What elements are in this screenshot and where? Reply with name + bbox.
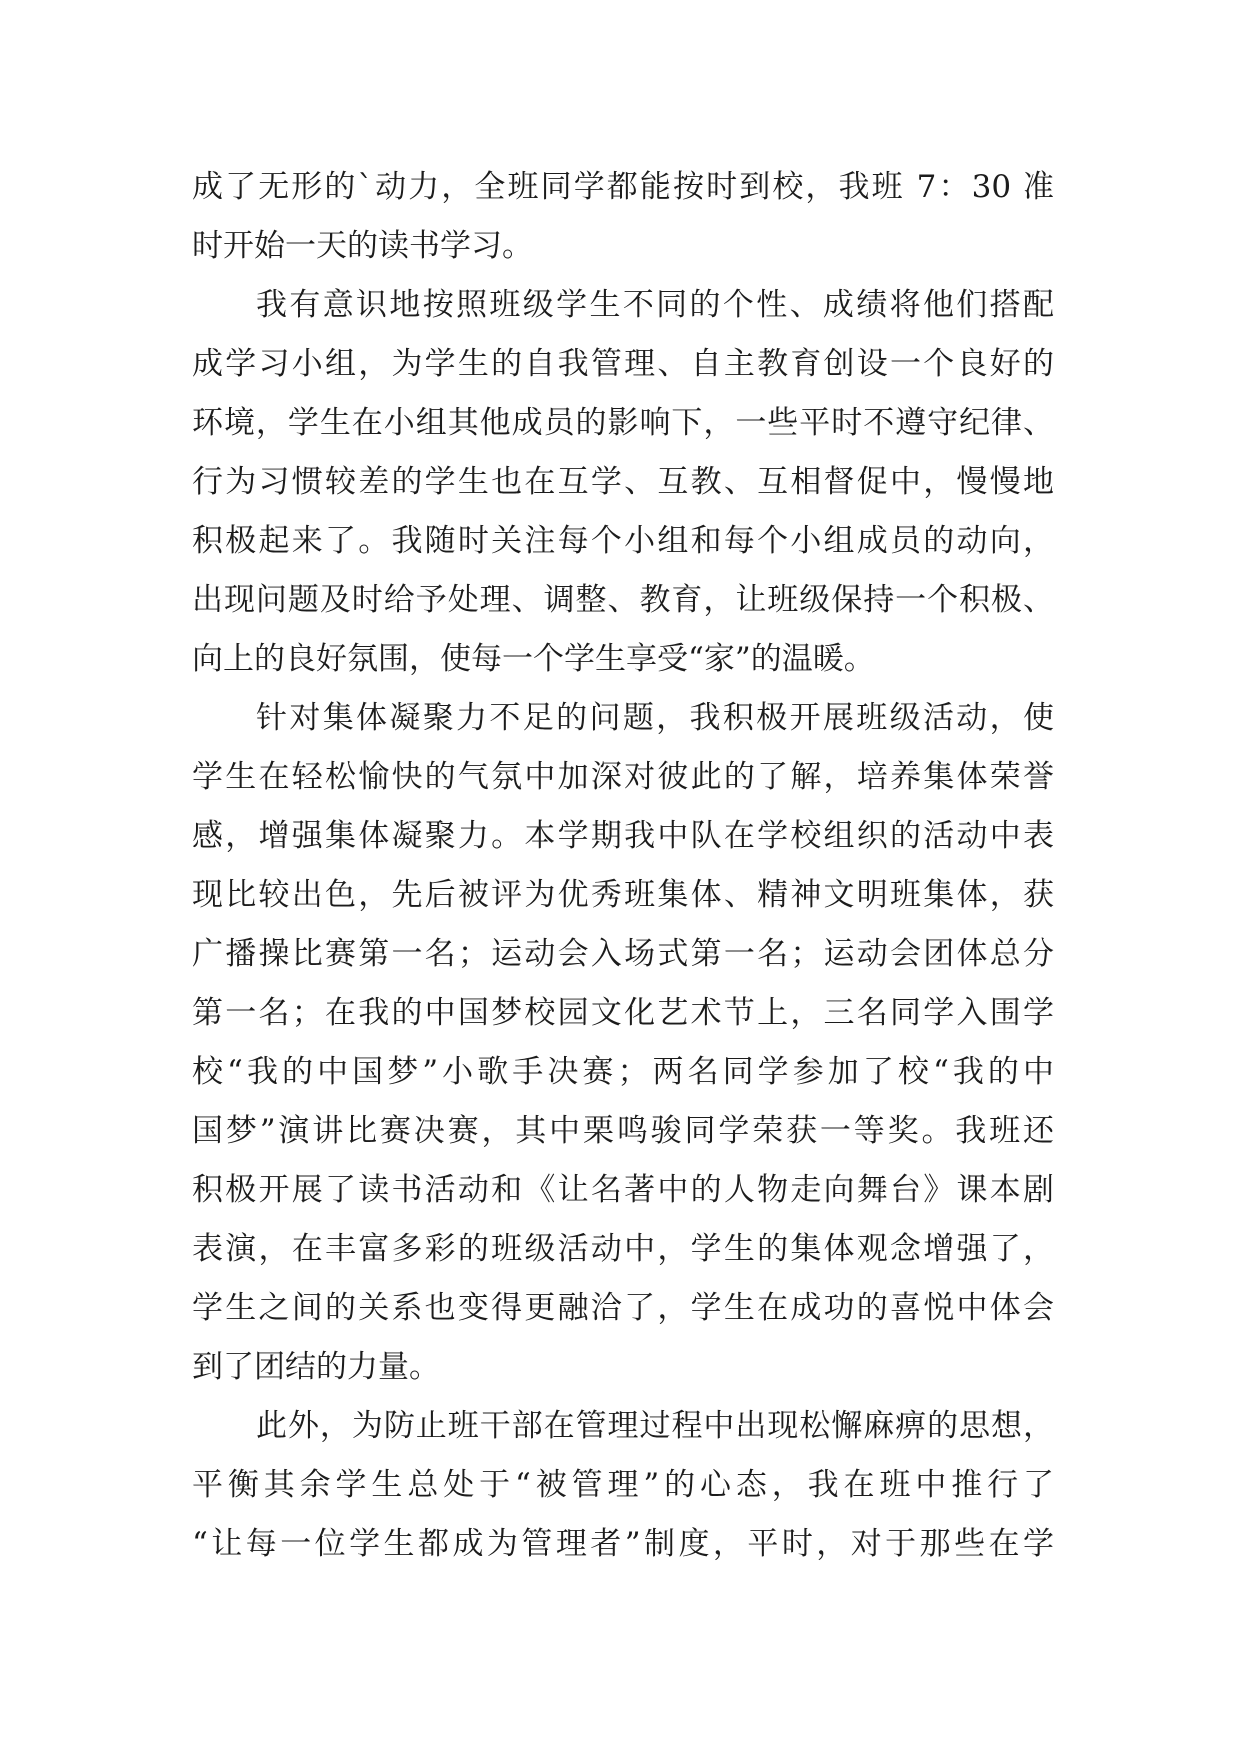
- paragraph-3: [192, 689, 1054, 1397]
- text-line: 向上的良好氛围，使每一个学生享受“家”的温暖。: [192, 641, 875, 677]
- text-line: 我有意识地按照班级学生不同的个性、成绩将他们搭配: [256, 287, 1054, 323]
- text-line: 针对集体凝聚力不足的问题，我积极开展班级活动，使: [256, 700, 1054, 736]
- text-line: 学生之间的关系也变得更融洽了，学生在成功的喜悦中体会: [192, 1290, 1054, 1326]
- text-line: 校“我的中国梦”小歌手决赛；两名同学参加了校“我的中: [192, 1054, 1054, 1090]
- text-line: 感，增强集体凝聚力。本学期我中队在学校组织的活动中表: [192, 818, 1054, 854]
- text-line: 国梦”演讲比赛决赛，其中栗鸣骏同学荣获一等奖。我班还: [192, 1113, 1054, 1149]
- text-line: 行为习惯较差的学生也在互学、互教、互相督促中，慢慢地: [192, 464, 1054, 500]
- text-line: 积极开展了读书活动和《让名著中的人物走向舞台》课本剧: [192, 1172, 1054, 1208]
- text-line: 第一名；在我的中国梦校园文化艺术节上，三名同学入围学: [192, 995, 1054, 1031]
- text-line: 现比较出色，先后被评为优秀班集体、精神文明班集体，获: [192, 877, 1054, 913]
- text-line: 成学习小组，为学生的自我管理、自主教育创设一个良好的: [192, 346, 1054, 382]
- text-line: 环境，学生在小组其他成员的影响下，一些平时不遵守纪律、: [192, 405, 1054, 441]
- text-line: 平衡其余学生总处于“被管理”的心态，我在班中推行了: [192, 1467, 1054, 1503]
- text-line: 积极起来了。我随时关注每个小组和每个小组成员的动向，: [192, 523, 1054, 559]
- text-line: 学生在轻松愉快的气氛中加深对彼此的了解，培养集体荣誉: [192, 759, 1054, 795]
- text-line: 此外，为防止班干部在管理过程中出现松懈麻痹的思想，: [256, 1408, 1054, 1444]
- text-line: 表演，在丰富多彩的班级活动中，学生的集体观念增强了，: [192, 1231, 1054, 1267]
- text-line: 到了团结的力量。: [192, 1349, 440, 1385]
- paragraph-2: [192, 276, 1054, 689]
- text-line: 出现问题及时给予处理、调整、教育，让班级保持一个积极、: [192, 582, 1054, 618]
- text-line: 时开始一天的读书学习。: [192, 228, 533, 264]
- document-body: [192, 158, 1054, 1574]
- text-line: 广播操比赛第一名；运动会入场式第一名；运动会团体总分: [192, 936, 1054, 972]
- text-line: 成了无形的`动力，全班同学都能按时到校，我班 7：30 准: [192, 169, 1054, 205]
- paragraph-4: [192, 1397, 1054, 1574]
- text-line: “让每一位学生都成为管理者”制度，平时，对于那些在学: [192, 1526, 1054, 1562]
- paragraph-1: [192, 158, 1054, 276]
